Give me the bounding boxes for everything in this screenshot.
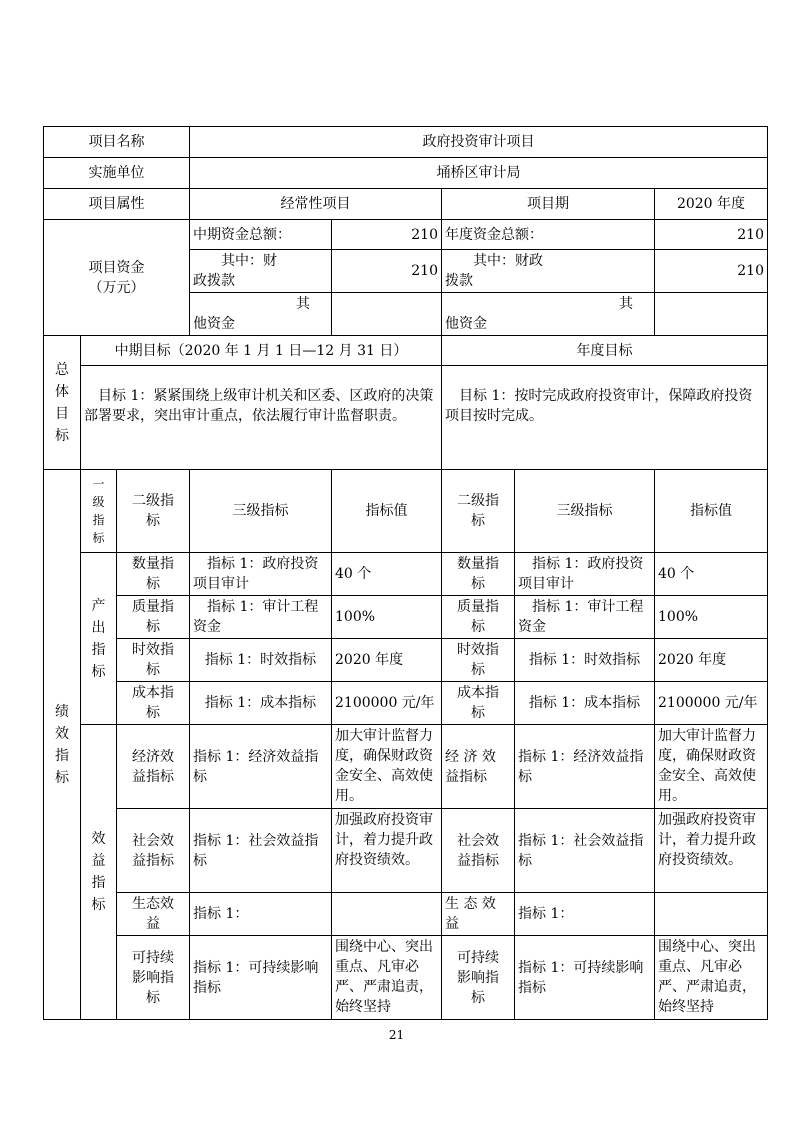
row-project-name bbox=[44, 127, 768, 158]
mid-other-value bbox=[332, 293, 442, 336]
benefit-l2: 经济效 益指标 bbox=[117, 725, 190, 809]
benefit-l3: 指标 1：社会效益指标 bbox=[190, 809, 332, 893]
project-name-label: 项目名称 bbox=[44, 127, 190, 158]
unit-value: 埇桥区审计局 bbox=[190, 158, 768, 189]
annual-total-label: 年度资金总额： bbox=[442, 220, 655, 250]
benefit-l2-annual: 生 态 效 益 bbox=[442, 893, 515, 936]
output-indicator-label: 产 出 指 标 bbox=[81, 553, 117, 725]
mid-goal-header: 中期目标（2020 年 1 月 1 日—12 月 31 日） bbox=[81, 336, 442, 366]
output-l2: 质量指 标 bbox=[117, 596, 190, 639]
table-row bbox=[44, 682, 768, 725]
output-l3-annual: 指标 1：政府投资项目审计 bbox=[515, 553, 655, 596]
header-level3-annual: 三级指标 bbox=[515, 470, 655, 553]
row-performance-header bbox=[44, 470, 768, 553]
benefit-l3: 指标 1：经济效益指标 bbox=[190, 725, 332, 809]
mid-total-value: 210 bbox=[332, 220, 442, 250]
output-l2-annual: 成本指 标 bbox=[442, 682, 515, 725]
performance-target-table bbox=[43, 126, 768, 1020]
annual-fiscal-value: 210 bbox=[655, 250, 768, 293]
goals-label: 总 体 目 标 bbox=[44, 336, 81, 470]
row-goals-header bbox=[44, 336, 768, 366]
output-value: 40 个 bbox=[332, 553, 442, 596]
table-row bbox=[44, 936, 768, 1020]
row-unit bbox=[44, 158, 768, 189]
output-l3-annual: 指标 1：成本指标 bbox=[515, 682, 655, 725]
benefit-value-annual bbox=[655, 893, 768, 936]
mid-goal-text: 目标 1：紧紧围绕上级审计机关和区委、区政府的决策部署要求，突出审计重点，依法履行审计监督职责。 bbox=[81, 366, 442, 470]
benefit-l2-annual: 社会效 益指标 bbox=[442, 809, 515, 893]
benefit-l3: 指标 1：可持续影响指标 bbox=[190, 936, 332, 1020]
row-goals-text bbox=[44, 366, 768, 470]
output-l3: 指标 1：时效指标 bbox=[190, 639, 332, 682]
header-level2-annual: 二级指 标 bbox=[442, 470, 515, 553]
output-l3: 指标 1：政府投资项目审计 bbox=[190, 553, 332, 596]
mid-total-label: 中期资金总额： bbox=[190, 220, 332, 250]
output-l3-annual: 指标 1：时效指标 bbox=[515, 639, 655, 682]
header-value-annual: 指标值 bbox=[655, 470, 768, 553]
benefit-value-annual: 围绕中心、突出重点、凡审必严、严肃追责，始终坚持 bbox=[655, 936, 768, 1020]
header-level2: 二级指 标 bbox=[117, 470, 190, 553]
output-l3: 指标 1：成本指标 bbox=[190, 682, 332, 725]
benefit-value: 加大审计监督力度，确保财政资金安全、高效使用。 bbox=[332, 725, 442, 809]
attribute-label: 项目属性 bbox=[44, 189, 190, 220]
mid-fiscal-value: 210 bbox=[332, 250, 442, 293]
benefit-l2-annual: 可持续 影响指 标 bbox=[442, 936, 515, 1020]
benefit-l2: 生态效 益 bbox=[117, 893, 190, 936]
output-value-annual: 2020 年度 bbox=[655, 639, 768, 682]
output-l2-annual: 质量指 标 bbox=[442, 596, 515, 639]
output-value-annual: 40 个 bbox=[655, 553, 768, 596]
benefit-l2: 可持续 影响指 标 bbox=[117, 936, 190, 1020]
row-attribute bbox=[44, 189, 768, 220]
annual-total-value: 210 bbox=[655, 220, 768, 250]
benefit-l3-annual: 指标 1：可持续影响指标 bbox=[515, 936, 655, 1020]
benefit-l3: 指标 1： bbox=[190, 893, 332, 936]
output-l2: 数量指 标 bbox=[117, 553, 190, 596]
mid-other-label: 其 他资金 bbox=[190, 293, 332, 336]
output-l2-annual: 数量指 标 bbox=[442, 553, 515, 596]
row-funds-total bbox=[44, 220, 768, 250]
output-value: 100% bbox=[332, 596, 442, 639]
output-l2: 时效指 标 bbox=[117, 639, 190, 682]
benefit-value bbox=[332, 893, 442, 936]
output-l2: 成本指 标 bbox=[117, 682, 190, 725]
annual-fiscal-label: 其中：财政 拨款 bbox=[442, 250, 655, 293]
output-l2-annual: 时效指 标 bbox=[442, 639, 515, 682]
table-row bbox=[44, 809, 768, 893]
performance-label: 绩 效 指 标 bbox=[44, 470, 81, 1020]
header-level3: 三级指标 bbox=[190, 470, 332, 553]
output-value-annual: 100% bbox=[655, 596, 768, 639]
benefit-l3-annual: 指标 1： bbox=[515, 893, 655, 936]
benefit-value-annual: 加强政府投资审计，着力提升政府投资绩效。 bbox=[655, 809, 768, 893]
table-row bbox=[44, 596, 768, 639]
annual-goal-text: 目标 1：按时完成政府投资审计，保障政府投资项目按时完成。 bbox=[442, 366, 768, 470]
benefit-l2: 社会效 益指标 bbox=[117, 809, 190, 893]
period-label: 项目期 bbox=[442, 189, 655, 220]
table-row bbox=[44, 553, 768, 596]
attribute-value: 经常性项目 bbox=[190, 189, 442, 220]
benefit-value: 围绕中心、突出重点、凡审必严、严肃追责，始终坚持 bbox=[332, 936, 442, 1020]
benefit-l2-annual: 经 济 效 益指标 bbox=[442, 725, 515, 809]
output-value: 2100000 元/年 bbox=[332, 682, 442, 725]
header-value: 指标值 bbox=[332, 470, 442, 553]
output-l3-annual: 指标 1：审计工程资金 bbox=[515, 596, 655, 639]
page-number: 21 bbox=[388, 1028, 405, 1042]
output-value: 2020 年度 bbox=[332, 639, 442, 682]
annual-goal-header: 年度目标 bbox=[442, 336, 768, 366]
mid-fiscal-label: 其中：财 政拨款 bbox=[190, 250, 332, 293]
table-row bbox=[44, 893, 768, 936]
output-l3: 指标 1：审计工程资金 bbox=[190, 596, 332, 639]
funds-label: 项目资金 （万元） bbox=[44, 220, 190, 336]
period-value: 2020 年度 bbox=[655, 189, 768, 220]
unit-label: 实施单位 bbox=[44, 158, 190, 189]
project-name-value: 政府投资审计项目 bbox=[190, 127, 768, 158]
benefit-l3-annual: 指标 1：社会效益指标 bbox=[515, 809, 655, 893]
annual-other-label: 其 他资金 bbox=[442, 293, 655, 336]
benefit-value: 加强政府投资审计，着力提升政府投资绩效。 bbox=[332, 809, 442, 893]
annual-other-value bbox=[655, 293, 768, 336]
table-row bbox=[44, 725, 768, 809]
table-row bbox=[44, 639, 768, 682]
output-value-annual: 2100000 元/年 bbox=[655, 682, 768, 725]
header-level1: 一 级 指 标 bbox=[81, 470, 117, 553]
benefit-indicator-label: 效 益 指 标 bbox=[81, 725, 117, 1020]
benefit-l3-annual: 指标 1：经济效益指标 bbox=[515, 725, 655, 809]
benefit-value-annual: 加大审计监督力度，确保财政资金安全、高效使用。 bbox=[655, 725, 768, 809]
